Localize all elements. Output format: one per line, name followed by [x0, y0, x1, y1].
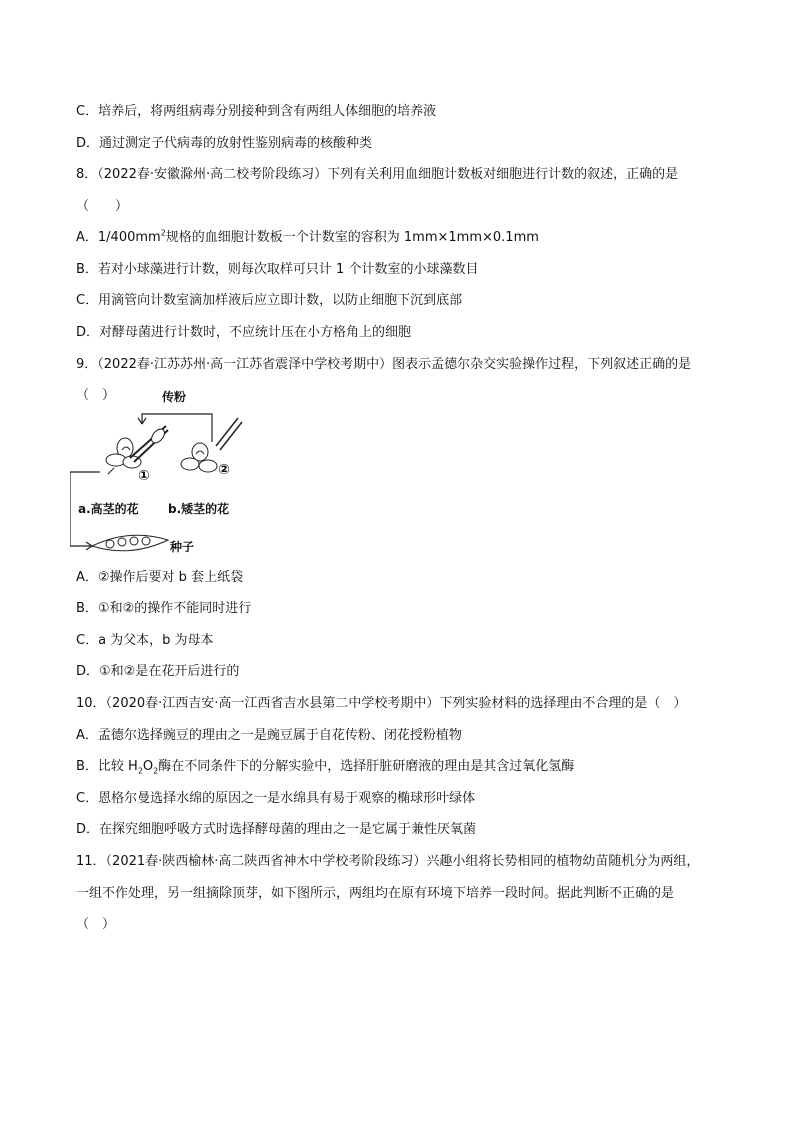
q11-answer-paren: （ ）	[76, 917, 116, 932]
q9-answer-paren: （ ）	[76, 388, 116, 403]
flower-a-label: a.高茎的花	[78, 502, 139, 516]
subscript: 2	[153, 766, 159, 776]
q8-answer-paren: （ ）	[76, 199, 129, 214]
q8-option-a	[76, 229, 539, 247]
q8-option-d: D．对酵母菌进行计数时，不应统计压在小方格角上的细胞	[76, 325, 412, 340]
pollination-label: 传粉	[162, 390, 187, 404]
step-2-label: ②	[218, 462, 230, 478]
q8-stem: 8．（2022春·安徽滁州·高二校考阶段练习）下列有关利用血细胞计数板对细胞进行计数的叙述，正确的是	[76, 167, 679, 182]
flower-b-label: b.矮茎的花	[168, 502, 230, 516]
flower-a-icon	[106, 438, 141, 474]
mendel-cross-diagram	[70, 388, 250, 558]
q10-option-b	[76, 758, 574, 776]
q7-option-c: C．培养后，将两组病毒分别接种到含有两组人体细胞的培养液	[76, 104, 437, 119]
q7-option-d: D．通过测定子代病毒的放射性鉴别病毒的核酸种类	[76, 136, 373, 151]
q11-stem-line-1: 11．（2021春·陕西榆林·高二陕西省神木中学校考阶段练习）兴趣小组将长势相同的植物幼苗随机分为两组，	[76, 854, 700, 869]
q9-option-d: D．①和②是在花开后进行的	[76, 664, 240, 679]
q10-option-c: C．恩格尔曼选择水绵的原因之一是水绵具有易于观察的椭球形叶绿体	[76, 791, 476, 806]
q11-stem-line-2: 一组不作处理，另一组摘除顶芽，如下图所示，两组均在原有环境下培养一段时间。据此判断不正确的是	[76, 886, 675, 901]
step-1-label: ①	[138, 468, 150, 484]
q8-option-c: C．用滴管向计数室滴加样液后应立即计数，以防止细胞下沉到底部	[76, 293, 463, 308]
q10-stem: 10．（2020春·江西吉安·高一江西省吉水县第二中学校考期中）下列实验材料的选择理由不合理的是（ ）	[76, 696, 687, 711]
seeds-label: 种子	[170, 540, 195, 554]
q9-option-b: B．①和②的操作不能同时进行	[76, 601, 252, 616]
q10-option-b-mid: O	[142, 759, 154, 774]
subscript: 2	[137, 766, 143, 776]
q10-option-d: D．在探究细胞呼吸方式时选择酵母菌的理由之一是它属于兼性厌氧菌	[76, 822, 477, 837]
q9-option-c: C．a 为父本，b 为母本	[76, 633, 214, 648]
q8-option-a-pre: A．1/400mm	[76, 230, 161, 245]
q10-option-b-post: 酶在不同条件下的分解实验中，选择肝脏研磨液的理由是其含过氧化氢酶	[158, 759, 575, 774]
superscript: 2	[160, 228, 166, 238]
q8-option-a-post: 规格的血细胞计数板一个计数室的容积为 1mm×1mm×0.1mm	[165, 230, 539, 245]
q9-stem: 9．（2022春·江苏苏州·高一江苏省震泽中学校考期中）图表示孟德尔杂交实验操作过程，下列叙述正确的是	[76, 357, 692, 372]
q10-option-b-pre: B．比较 H	[76, 759, 138, 774]
seed-pod-icon	[92, 535, 168, 551]
q10-option-a: A．孟德尔选择豌豆的理由之一是豌豆属于自花传粉、闭花授粉植物	[76, 728, 462, 743]
q8-option-b: B．若对小球藻进行计数，则每次取样可只计 1 个计数室的小球藻数目	[76, 262, 479, 277]
q9-option-a: A．②操作后要对 b 套上纸袋	[76, 570, 244, 585]
